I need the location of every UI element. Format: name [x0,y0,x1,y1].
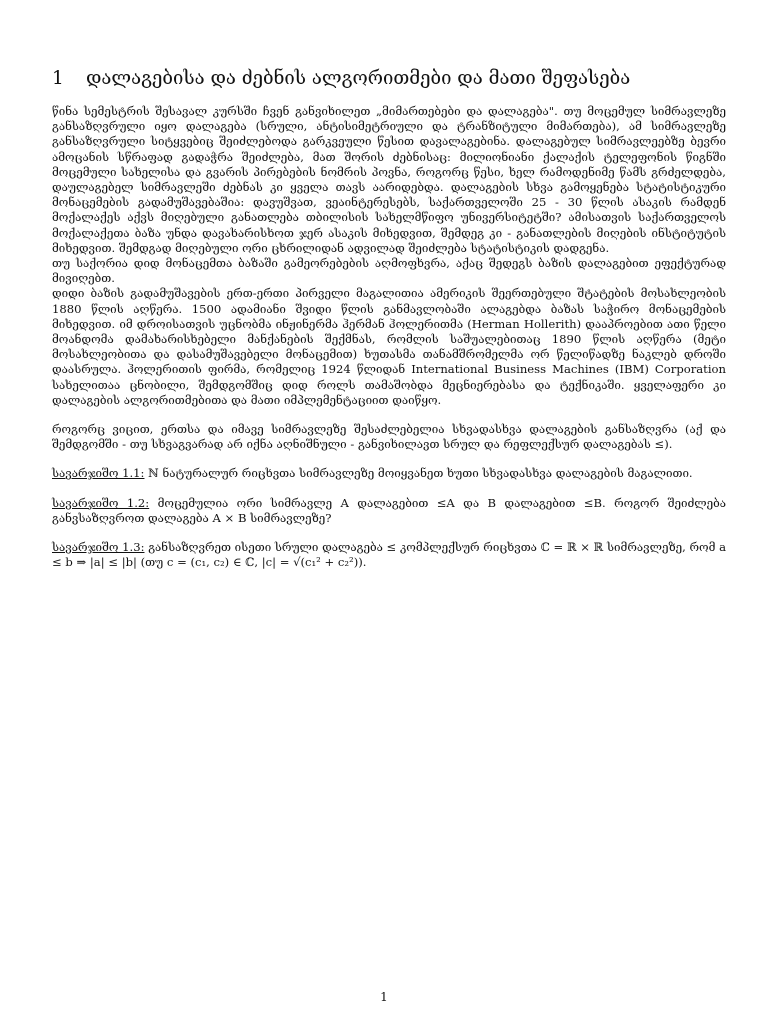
exercise-1-1 [52,466,726,481]
section-heading [52,66,722,92]
paragraph-history: დიდი ბაზის გადამუშავების ერთ-ერთი პირველი მაგალითია ამერიკის შეერთებული შტატების მოსახლეობის 1880 წლის აღწერა. 1500 ადამიანი შვიდი წლის განმავლობაში ალაგებდა ბაზას საჭირო მონაცემების მიხედვით. იმ დროისათვის უცნობმა ინჟინერმა ჰერმან ჰოლერითმა (Herman Hollerith) დააპროებით ათი წელი მოანდომა დამახარისხებელი მანქანების შექმნას, რომლის საშუალებითაც 1890 წლის აღწერა (მეტი მოსახლეობითა და დასამუშავებელი მონაცემით) ხუთასმა თანამშრომელმა ორ წელიწადზე ნაკლებ დროში დაასრულა. ჰოლერითის ფირმა, რომელიც 1924 წლიდან International Business Machines (IBM) Corporation სახელითაა ცნობილი, შემდგომშიც დიდ როლს თამაშობდა მეცნიერებასა და ტექნიკაში. ყველაფერი კი დალაგების ალგორითმებითა და მათი იმპლემენტაციით დაიწყო. [52,286,726,407]
exercise-text: ℕ ნატურალურ რიცხვთა სიმრავლეზე მოიყვანეთ ხუთი სხვადასხვა დალაგების მაგალითი. [148,466,693,481]
paragraph-gap [52,526,726,540]
exercise-1-3 [52,540,726,570]
exercise-label: სავარჯიშო 1.2: [52,495,150,510]
exercise-text: მოცემულია ორი სიმრავლე A დალაგებით ≤A და B დალაგებით ≤B. როგორ შეიძლება განვსაზღვროთ დალაგება A × B სიმრავლეზე? [52,495,727,525]
paragraph-gap [52,482,726,496]
exercise-label: სავარჯიშო 1.3: [52,540,145,555]
paragraph-gap [52,452,726,466]
section-title: დალაგებისა და ძებნის ალგორითმები და მათი შეფასება [86,68,631,89]
section-number: 1 [52,68,64,89]
paragraph-orderings: როგორც ვიცით, ერთსა და იმავე სიმრავლეზე შესაძლებელია სხვადასხვა დალაგების განსაზღვრა (აქ და შემდგომში - თუ სხვაგვარად არ იქნა აღნიშნული - განვიხილავთ სრულ და რეფლექსურ დალაგებას ≤). [52,422,726,452]
paragraph-intro: წინა სემესტრის შესავალ კურსში ჩვენ განვიხილეთ „მიმართებები და დალაგება". თუ მოცემულ სიმრავლეზე განსაზღვრული იყო დალაგება (სრული, ანტისიმეტრიული და ტრანზიტული მიმართება), ამ სიმრავლეზე განსაზღვრული სიტყვებიც შეიძლებოდა გარკვეული წესით დავალაგებინა. დალაგებულ სიმრავლეებზე ბევრი ამოცანის სწრაფად გადაჭრა შეიძლება, მათ შორის ძებნისაც: მილიონიანი ქალაქის ტელეფონის წიგნში მოცემული სახელისა და გვარის პირებების ნომრის პოვნა, როგორც წესი, ხელ რამოდენიმე წამს გრძელდება, დაულაგებელ სიმრავლეში ძებნას კი ყველა თავს აარიდებდა. დალაგების სხვა გამოყენება სტატისტიკური მონაცემების გადამუშავებაშია: დავუშვათ, ვეაინტერესებს, საქართველოში 25 - 30 წლის ასაკის რამდენ მოქალაქეს აქვს მიღებული განათლება თბილისის სახელმწიფო უნივერსიტეტში? ამისათვის საქართველოს მოქალაქეთა ბაზა უნდა დავახარისხოთ ჯერ ასაკის მიხედვით, შემდეგ კი - განათლების მიღების ინსტიტუტის მიხედვით. შემდგად მიღებული ორი ცხრილიდან ადვილად შეიძლება სტატისტიკის დადგენა. [52,104,726,255]
page-number: 1 [380,990,388,1004]
exercise-text: განსაზღვრეთ ისეთი სრული დალაგება ≤ კომპლექსურ რიცხვთა ℂ = ℝ × ℝ სიმრავლეზე, რომ a ≤ b ⇒ |a| ≤ |b| (თუ c = (c₁, c₂) ∈ ℂ, |c| = √(c₁² + c₂²)). [52,540,727,570]
exercise-label: სავარჯიშო 1.1: [52,466,145,481]
paragraph-gap [52,408,726,422]
body-text [52,104,726,570]
exercise-1-2 [52,496,726,526]
paragraph-duplicates: თუ საქორია დიდ მონაცემთა ბაზაში გამეორებების აღმოფხვრა, აქაც შედეგს ბაზის დალაგებით ეფექტურად მივიღებთ. [52,256,726,286]
